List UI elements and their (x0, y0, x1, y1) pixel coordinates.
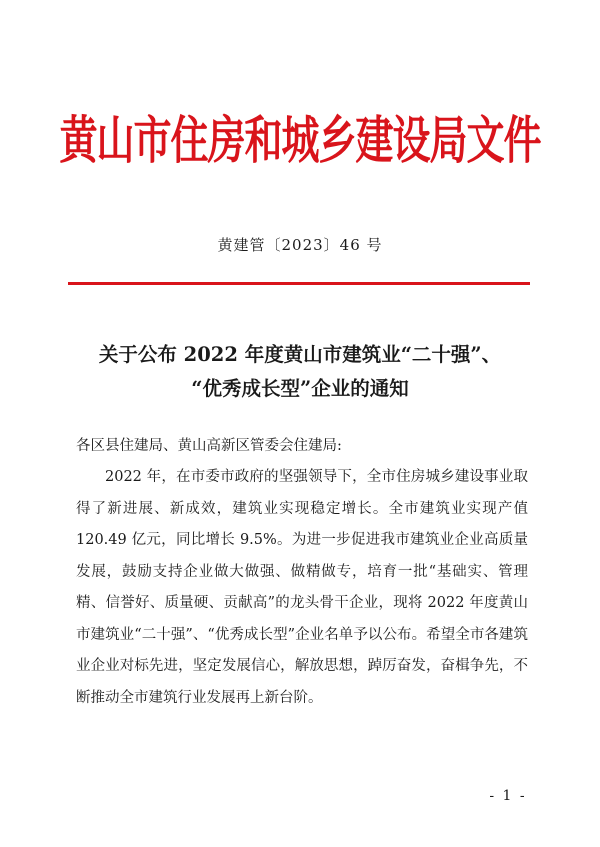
notice-title-line-2: “优秀成长型”企业的通知 (191, 377, 409, 400)
addressee: 各区县住建局、黄山高新区管委会住建局: (76, 438, 342, 454)
notice-title-line-1: 关于公布 2022 年度黄山市建筑业“二十强”、 (98, 343, 502, 366)
masthead-title: 黄山市住房和城乡建设局文件 (59, 110, 541, 171)
red-divider-rule (68, 282, 530, 285)
document-number: 黄建管〔2023〕46 号 (217, 236, 383, 254)
page-number: - 1 - (489, 788, 527, 804)
body-paragraph: 2022 年，在市委市政府的坚强领导下，全市住房城乡建设事业取得了新进展、新成效，建筑业实现稳定增长。全市建筑业实现产值 120.49 亿元，同比增长 9.5%。为进一步促进我市建筑业企业高质量发展，鼓励支持企业做大做强、做精做专，培育一批“基础实、管理精、信誉好、质量硬、贡献高”的龙头骨干企业，现将 2022 年度黄山市建筑业“二十强”、“优秀成长型”企业名单予以公布。希望全市各建筑业企业对标先进，坚定发展信心，解放思想，踔厉奋发，奋楫争先，不断推动全市建筑行业发展再上新台阶。 (76, 469, 528, 706)
